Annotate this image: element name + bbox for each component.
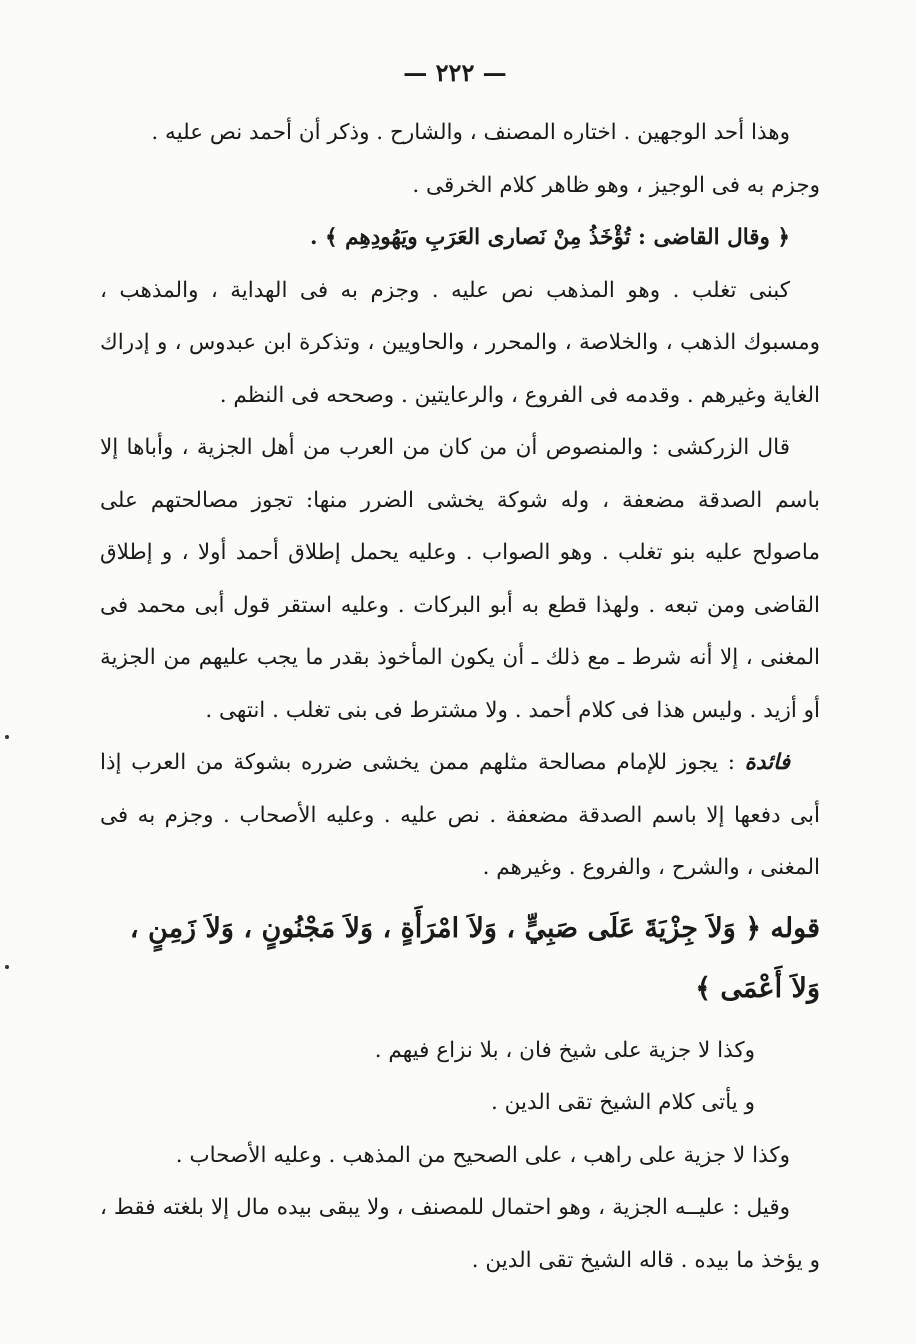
margin-mark [5, 965, 9, 969]
paragraph: وكذا لا جزية على راهب ، على الصحيح من المذهب . وعليه الأصحاب . [175, 1142, 790, 1168]
margin-mark [5, 735, 9, 739]
quoted-heading-line2: وَلاَ أَعْمَى ﴾ [695, 972, 820, 1004]
paragraph: قال الزركشى : والمنصوص أن من كان من العرب من أهل الجزية ، وأباها إلا باسم الصدقة مضعفة ، وله شوكة يخشى الضرر منها: تجوز مصالحتهم على ماصولح عليه بنو تغلب . وهو الصواب . وعليه يحمل إطلاق أحمد أولا ، و إطلاق القاضى ومن تبعه . ولهذا قطع به أبو البركات . وعليه استقر قول أبى محمد فى المغنى ، إلا أنه شرط ـ مع ذلك ـ أن يكون المأخوذ بقدر ما يجب عليهم من الجزية أو أزيد . وليس هذا فى كلام أحمد . ولا مشترط فى بنى تغلب . انتهى . [100, 435, 820, 723]
paragraph [100, 737, 820, 895]
document-page [100, 58, 820, 1287]
note-label: فائدة [744, 750, 790, 775]
paragraph: وكذا لا جزية على شيخ فان ، بلا نزاع فيهم . [374, 1037, 755, 1063]
paragraph: وقيل : عليــه الجزية ، وهو احتمال للمصنف ، ولا يبقى بيده مال إلا بلغته فقط ، و يؤخذ ما بيده . قاله الشيخ تقى الدين . [100, 1195, 820, 1273]
page-number: — ٢٢٢ — [403, 58, 507, 87]
paragraph: و يأتى كلام الشيخ تقى الدين . [490, 1090, 755, 1115]
note-text: : يجوز للإمام مصالحة مثلهم ممن يخشى ضرره بشوكة من العرب إذا أبى دفعها إلا باسم الصدقة مضعفة . نص عليه . وعليه الأصحاب . وجزم به فى المغنى ، والشرح ، والفروع . وغيرهم . [100, 750, 820, 880]
quoted-text: ﴿ وقال القاضى : تُؤْخَذُ مِنْ نَصارى العَرَبِ ويَهُودِهِم ﴾ . [310, 225, 790, 250]
quoted-heading-line1: قوله ﴿ وَلاَ جِزْيَةَ عَلَى صَبِيٍّ ، وَلاَ امْرَأَةٍ ، وَلاَ مَجْنُونٍ ، وَلاَ زَمِنٍ ، [129, 912, 820, 944]
paragraph: وجزم به فى الوجيز ، وهو ظاهر كلام الخرقى . [412, 172, 820, 198]
paragraph: وهذا أحد الوجهين . اختاره المصنف ، والشارح . وذكر أن أحمد نص عليه . [151, 120, 790, 145]
quoted-heading [100, 899, 820, 1019]
paragraph: كبنى تغلب . وهو المذهب نص عليه . وجزم به فى الهداية ، والمذهب ، ومسبوك الذهب ، والخلاصة ، والمحرر ، والحاويين ، وتذكرة ابن عبدوس ، و إدراك الغاية وغيرهم . وقدمه فى الفروع ، والرعايتين . وصححه فى النظم . [100, 277, 820, 408]
